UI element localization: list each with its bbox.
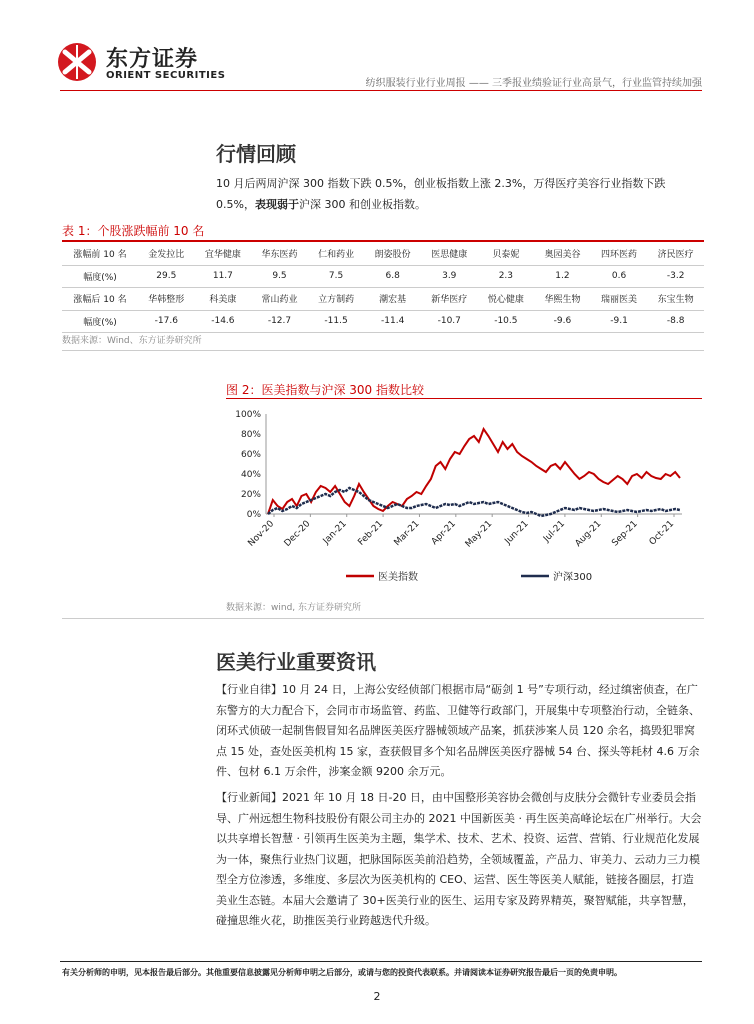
y-tick-label: 60% [240,450,261,460]
table-cell: 华熙生物 [534,288,591,311]
page-number: 2 [373,990,381,1003]
table-cell: 宜华健康 [195,243,252,265]
table-row [62,265,704,288]
table-bottom-divider [62,350,704,351]
header-divider [60,90,702,91]
table-cell: 瑞丽医美 [591,288,648,311]
table-cell: 东宝生物 [647,288,704,311]
legend-label: 沪深300 [553,572,593,583]
table-cell: 1.2 [534,265,591,288]
logo-icon [55,42,99,82]
table-cell: -11.5 [308,310,365,333]
brand-name-en: ORIENT SECURITIES [106,70,226,81]
table-top-rule [62,240,704,242]
table-cell: -12.7 [251,310,308,333]
table-cell: 3.9 [421,265,478,288]
table-cell: -11.4 [364,310,421,333]
y-tick-label: 80% [240,430,261,440]
table-row [62,288,704,311]
table-cell: 11.7 [195,265,252,288]
market-review-text-2: 沪深 300 和创业板指数。 [298,197,426,211]
table-row-header: 幅度(%) [62,310,138,333]
x-tick-label: Dec-20 [282,519,313,549]
table-row-header: 幅度(%) [62,265,138,288]
news-item-self-regulation: 【行业自律】10 月 24 日，上海公安经侦部门根据市局“砺剑 1 号”专项行动，经过缜密侦查，在广东警方的大力配合下，会同市市场监管、药监、卫健等行政部门，开展集中专项整治行动，全链条、闭环式侦破一起制售假冒知名品牌医美医疗器械领域产品案，抓获涉案人员 120 余名，捣毁犯罪窝点 15 处，查处医美机构 15 家，查获假冒多个知名品牌医美医疗器械 54 台、探头等耗材 4.6 万余件、包材 6.1 万余件，涉案金额 9200 余万元。 [216,683,700,778]
footer-disclaimer: 有关分析师的申明，见本报告最后部分。其他重要信息披露见分析师申明之后部分，或请与您的投资代表联系。并请阅读本证券研究报告最后一页的免责申明。 [62,968,622,977]
y-tick-label: 100% [235,410,261,420]
table-cell: -10.7 [421,310,478,333]
x-tick-label: May-21 [463,519,495,550]
table-row [62,310,704,333]
report-title: 纺织服装行业行业周报 —— 三季报业绩验证行业高景气，行业监管持续加强 [365,78,702,89]
y-tick-label: 40% [240,470,261,480]
table-caption: 表 1：个股涨跌幅前 10 名 [62,224,205,238]
table-cell: 29.5 [138,265,195,288]
table-cell: 2.3 [478,265,535,288]
table-cell: -9.6 [534,310,591,333]
table-cell: 科美康 [195,288,252,311]
section-title-market-review: 行情回顾 [216,142,296,166]
series-line-medical-beauty [268,429,680,514]
footer-divider [60,961,702,962]
table-cell: 金发拉比 [138,243,195,265]
table-row-header: 涨幅前 10 名 [62,243,138,265]
market-review-text-1: 10 月后两周沪深 300 指数下跌 0.5%，创业板指数上涨 2.3%，万得医疗美容行业指数下跌 0.5%， [216,177,666,211]
x-tick-label: Jul-21 [541,519,568,545]
x-tick-label: Oct-21 [647,519,677,548]
table-cell: 朗姿股份 [364,243,421,265]
table-cell: 华韩整形 [138,288,195,311]
table-cell: 潮宏基 [364,288,421,311]
chart-top-rule [226,398,702,399]
legend-label: 医美指数 [378,572,418,583]
x-tick-label: Aug-21 [573,519,604,549]
table-cell: 奥园美谷 [534,243,591,265]
table-cell: 悦心健康 [478,288,535,311]
table-cell: -8.8 [647,310,704,333]
table-cell: 7.5 [308,265,365,288]
table-cell: -9.1 [591,310,648,333]
chart-bottom-divider [62,618,704,619]
table-row-header: 涨幅后 10 名 [62,288,138,311]
section-title-industry-news: 医美行业重要资讯 [216,650,376,674]
table-cell: -3.2 [647,265,704,288]
table-row [62,243,704,265]
table-cell: -10.5 [478,310,535,333]
table-cell: 9.5 [251,265,308,288]
table-cell: 6.8 [364,265,421,288]
x-tick-label: Jun-21 [503,519,531,547]
table-cell: 常山药业 [251,288,308,311]
x-tick-label: Jan-21 [321,519,349,547]
table-cell: 四环医药 [591,243,648,265]
table-cell: -14.6 [195,310,252,333]
x-tick-label: Mar-21 [392,519,422,549]
x-tick-label: Nov-20 [246,519,277,549]
table-cell: 仁和药业 [308,243,365,265]
chart-source: 数据来源：wind, 东方证券研究所 [226,603,362,613]
table-cell: 贝泰妮 [478,243,535,265]
news-item-industry-news: 【行业新闻】2021 年 10 月 18 日-20 日，由中国整形美容协会微创与皮肤分会微针专业委员会指导、广州远想生物科技股份有限公司主办的 2021 中国新医美 · 再生医美高峰论坛在广州举行。大会以共享增长智慧 · 引领再生医美为主题，集学术、技术、艺术、投资、运营、营销、行业规范化发展为一体，聚焦行业热门议题，把脉国际医美前沿趋势，全领域覆盖，产品力、审美力、云动力三力模型全方位渗透，多维度、多层次为医美机构的 CEO、运营、医生等医美人赋能，链接各圈层，打造美业生态链。本届大会邀请了 30+医美行业的医生、运用专家及跨界精英，聚智赋能，共享智慧，碰撞思维火花，助推医美行业跨越迭代升级。 [216,791,702,927]
stock-ranking-table [62,243,704,333]
table-cell: 0.6 [591,265,648,288]
table-cell: 济民医疗 [647,243,704,265]
y-tick-label: 20% [240,490,261,500]
market-review-bold: 表现弱于 [254,197,299,211]
table-cell: 华东医药 [251,243,308,265]
x-tick-label: Feb-21 [356,519,386,548]
table-cell: 立方制药 [308,288,365,311]
chart-caption: 图 2：医美指数与沪深 300 指数比较 [226,383,424,397]
index-comparison-chart [226,404,702,594]
y-tick-label: 0% [246,510,261,520]
x-tick-label: Sep-21 [610,519,640,549]
table-cell: -17.6 [138,310,195,333]
table-cell: 新华医疗 [421,288,478,311]
table-cell: 医思健康 [421,243,478,265]
brand-name-cn: 东方证券 [106,47,199,72]
x-tick-label: Apr-21 [429,519,458,548]
market-review-paragraph [216,174,704,215]
table-source: 数据来源：Wind、东方证券研究所 [62,336,202,346]
